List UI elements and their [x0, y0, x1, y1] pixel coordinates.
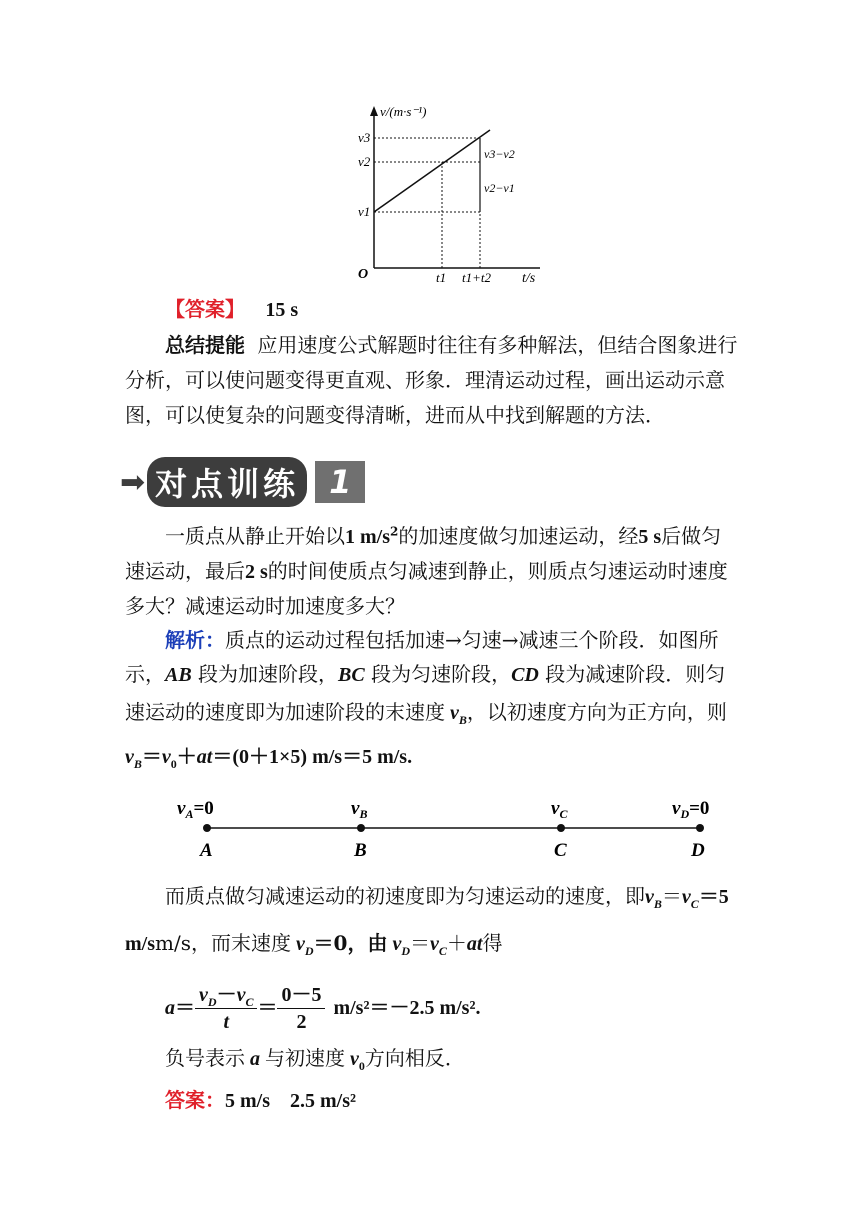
summary-title: 总结提能 — [165, 333, 245, 357]
solution-line-4: 而质点做匀减速运动的初速度即为匀速运动的速度，即$v_B=v_C=5$ — [165, 884, 729, 911]
t1-label: t1 — [436, 270, 447, 285]
origin-label: O — [358, 267, 369, 282]
problem-line-2: 速运动，最后2 s的时间使质点匀减速到静止，则质点匀速运动时速度 — [125, 559, 728, 583]
point-d — [696, 824, 704, 832]
y-axis-arrow — [370, 106, 378, 116]
vc-label: $v_C$ — [551, 798, 568, 821]
section-banner — [120, 462, 365, 502]
solution-line-5: m/sm/s，而末速度 $v_D=0$，由 $v_D=v_C+at$得 — [125, 931, 503, 958]
banner-title: 对点训练 — [147, 457, 307, 507]
v3-label: v3 — [358, 130, 371, 145]
equation-2: a ＝ $\frac{v_D-v_C}{t}$ ＝ $\frac{0-5}{2}$ m/s²＝－2.5 m/s². — [165, 983, 481, 1033]
t1t2-label: t1+t2 — [462, 270, 491, 285]
equation-1: $v_B=v_0+at=(0+1\times 5)$ m/s＝5 m/s. — [125, 746, 413, 771]
vb-label: $v_B$ — [351, 798, 368, 821]
point-a — [203, 824, 211, 832]
y-axis-label: v/(m·s⁻¹) — [380, 104, 427, 119]
solution-line-6: 负号表示 a 与初速度 $v_0$方向相反． — [165, 1046, 465, 1073]
answer2-value: 5 m/s 2.5 m/s² — [225, 1090, 356, 1112]
solution-line-1: 解析：质点的运动过程包括加速→匀速→减速三个阶段．如图所 — [165, 628, 719, 652]
arrow-icon: ➡ — [120, 464, 146, 500]
v1-label: v1 — [358, 204, 371, 219]
velocity-line — [374, 130, 490, 212]
v2-label: v2 — [358, 154, 371, 169]
velocity-time-graph — [330, 100, 560, 300]
x-axis-label: t/s — [522, 271, 536, 286]
point-c-letter: C — [554, 840, 567, 861]
point-b — [357, 824, 365, 832]
va-label: $v_A=0$ — [177, 798, 214, 821]
banner-number: 1 — [315, 461, 365, 503]
solution-line-2: 示，AB 段为加速阶段，BC 段为匀速阶段，CD 段为减速阶段．则匀 — [125, 662, 726, 686]
summary-line-3: 图，可以使复杂的问题变得清晰，进而从中找到解题的方法． — [125, 403, 665, 427]
answer2-label: 答案： — [165, 1088, 225, 1112]
summary-line-2: 分析，可以使问题变得更直观、形象．理清运动过程，画出运动示意 — [125, 368, 725, 392]
answer-line-1 — [165, 297, 298, 322]
point-b-letter: B — [354, 840, 367, 861]
point-d-letter: D — [691, 840, 705, 861]
problem-line-1: 一质点从静止开始以1 $m/s^2$的加速度做匀加速运动，经5 s后做匀 — [165, 524, 722, 548]
answer-tag: 【答案】 — [165, 297, 245, 321]
solution-line-3: 速运动的速度即为加速阶段的末速度 $v_B$，以初速度方向为正方向，则 — [125, 700, 727, 727]
motion-line-diagram — [165, 790, 745, 865]
point-a-letter: A — [200, 840, 213, 861]
answer-value: 15 s — [265, 299, 299, 321]
answer-line-2 — [165, 1088, 356, 1113]
diff-v2-v1-label: v2−v1 — [484, 181, 515, 195]
problem-line-3: 多大？减速运动时加速度多大？ — [125, 594, 405, 618]
summary-line-1: 总结提能 应用速度公式解题时往往有多种解法，但结合图象进行 — [165, 333, 738, 357]
point-c — [557, 824, 565, 832]
diff-v3-v2-label: v3−v2 — [484, 147, 515, 161]
solution-label: 解析： — [165, 628, 225, 652]
vd-label: $v_D=0$ — [672, 798, 710, 821]
